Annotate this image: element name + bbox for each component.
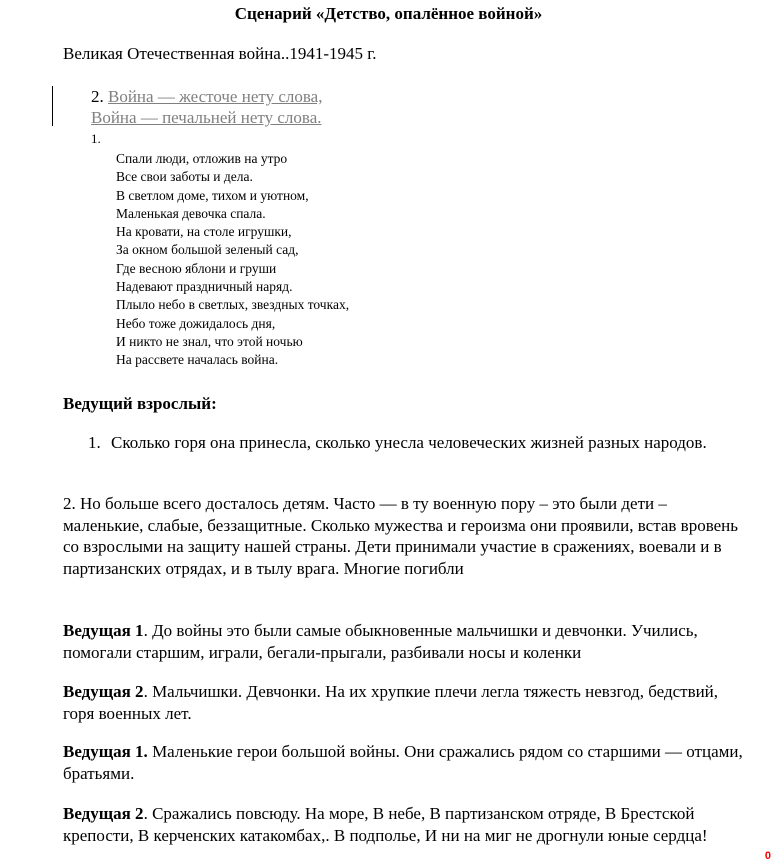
poem bbox=[116, 150, 349, 370]
poem-line: Маленькая девочка спала. bbox=[116, 205, 266, 221]
epigraph-quote bbox=[91, 86, 322, 128]
poem-line: Все свои заботы и дела. bbox=[116, 169, 253, 185]
page-title: Сценарий «Детство, опалённое войной» bbox=[234, 4, 543, 23]
poem-line: Где весною яблони и груши bbox=[116, 260, 277, 276]
speech-block bbox=[63, 803, 743, 846]
poem-line: Плыло небо в светлых, звездных точках, bbox=[116, 297, 350, 313]
speech-text: . Сражались повсюду. На море, В небе, В партизанском отряде, В Брестской крепости, В керченских катакомбах,. В подполье, И ни на миг не дрогнули юные сердца! bbox=[63, 804, 708, 845]
poem-line: На кровати, на столе игрушки, bbox=[116, 224, 292, 240]
speech-block bbox=[63, 681, 743, 724]
speaker-label: Ведущая 1. bbox=[63, 742, 148, 761]
speech-block bbox=[63, 620, 743, 663]
speaker-label: Ведущая 2 bbox=[63, 682, 144, 701]
poem-line: Спали люди, отложив на утро bbox=[116, 151, 288, 166]
poem-line: И никто не знал, что этой ночью bbox=[116, 333, 303, 349]
paragraph-2: 2. Но больше всего досталось детям. Часто — в ту военную пору – это были дети – маленькие, слабые, беззащитные. Сколько мужества и героизма они проявили, встав вровень со взрослыми на защиту нашей страны. Дети принимали участие в сражениях, воевали и в партизанских отрядах, и в тылу врага. Многие погибли bbox=[63, 494, 739, 578]
speaker-heading: Ведущий взрослый: bbox=[63, 394, 217, 413]
intro-line: Великая Отечественная война..1941-1945 г. bbox=[63, 44, 377, 63]
poem-line: Надевают праздничный наряд. bbox=[116, 279, 293, 295]
speaker-label: Ведущая 2 bbox=[63, 804, 144, 823]
speech-text: . До войны это были самые обыкновенные мальчишки и девчонки. Учились, помогали старшим, играли, бегали-прыгали, разбивали носы и коленки bbox=[63, 621, 698, 662]
revision-bar bbox=[52, 86, 53, 126]
poem-line: Небо тоже дожидалось дня, bbox=[116, 315, 276, 331]
numbered-list-item bbox=[88, 432, 728, 454]
list-number: 1. bbox=[88, 433, 101, 452]
speaker-label: Ведущая 1 bbox=[63, 621, 144, 640]
speech-text: Маленькие герои большой войны. Они сражались рядом со старшими — отцами, братьями. bbox=[63, 742, 743, 783]
poem-line: За окном большой зеленый сад, bbox=[116, 242, 299, 258]
corner-mark: 0 bbox=[764, 850, 771, 862]
list-text: Сколько горя она принесла, сколько унесла человеческих жизней разных народов. bbox=[111, 433, 707, 452]
quote-line-2[interactable]: Война — печальней нету слова. bbox=[91, 108, 322, 127]
poem-number: 1. bbox=[91, 131, 101, 146]
poem-line: В светлом доме, тихом и уютном, bbox=[116, 187, 309, 203]
quote-number: 2. bbox=[91, 87, 104, 106]
speech-block bbox=[63, 741, 743, 784]
quote-line-1[interactable]: Война — жесточе нету слова, bbox=[108, 87, 323, 106]
poem-line: На рассвете началась война. bbox=[116, 352, 279, 368]
speech-text: . Мальчишки. Девчонки. На их хрупкие плечи легла тяжесть невзгод, бедствий, горя военных лет. bbox=[63, 682, 719, 723]
